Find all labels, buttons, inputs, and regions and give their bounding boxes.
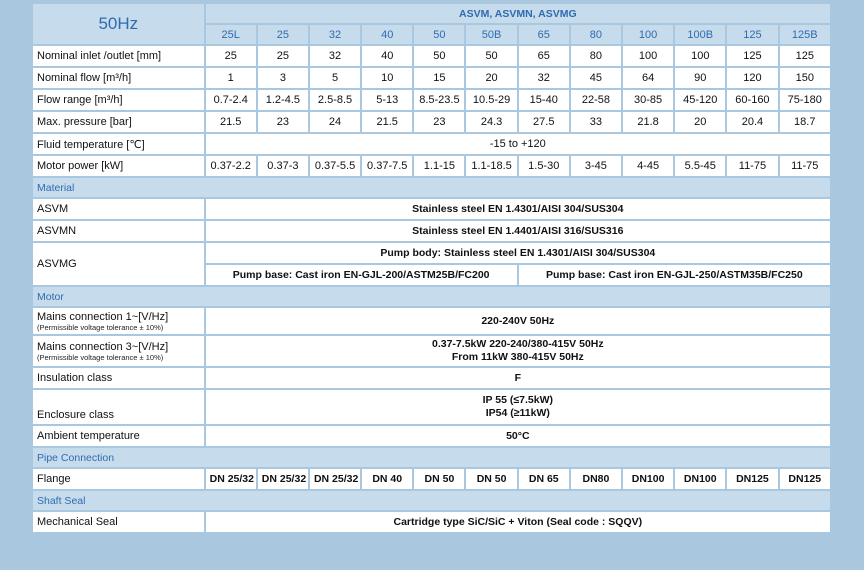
enclosure-value-line: IP 55 (≤7.5kW) (482, 394, 553, 406)
nominal-flow-row (33, 68, 830, 88)
insulation-row (33, 368, 830, 388)
cell-value: 0.37-2.2 (206, 156, 256, 176)
flange-value: DN 50 (414, 469, 464, 489)
cell-value: 22-58 (571, 90, 621, 110)
cell-value: 65 (519, 46, 569, 66)
section-header-motor: Motor (33, 287, 830, 306)
cell-value: 100 (623, 46, 673, 66)
cell-value: 20 (466, 68, 516, 88)
flange-value: DN125 (780, 469, 830, 489)
cell-value: 40 (362, 46, 412, 66)
max-pressure-row (33, 112, 830, 132)
material-value: Pump base: Cast iron EN-GJL-200/ASTM25B/FC200 (206, 265, 517, 285)
cell-value: 1.5-30 (519, 156, 569, 176)
row-label (33, 308, 204, 334)
cell-value: 10.5-29 (466, 90, 516, 110)
cell-value: 3 (258, 68, 308, 88)
section-header-pipe: Pipe Connection (33, 448, 830, 467)
cell-value: 50 (414, 46, 464, 66)
cell-value: 45-120 (675, 90, 725, 110)
model-header: 125 (727, 25, 777, 44)
motor-section-row (33, 287, 830, 306)
flange-value: DN100 (675, 469, 725, 489)
cell-value: 60-160 (727, 90, 777, 110)
material-value: Pump base: Cast iron EN-GJL-250/ASTM35B/FC250 (519, 265, 830, 285)
row-label: Flange (33, 469, 204, 489)
cell-value: 18.7 (780, 112, 830, 132)
cell-value: 150 (780, 68, 830, 88)
material-value: Pump body: Stainless steel EN 1.4301/AISI 304/SUS304 (206, 243, 830, 263)
mains-3-value-line: 0.37-7.5kW 220-240/380-415V 50Hz (432, 338, 604, 350)
cell-value: 0.37-3 (258, 156, 308, 176)
spec-table (31, 2, 832, 534)
flange-value: DN80 (571, 469, 621, 489)
flow-range-row (33, 90, 830, 110)
seal-section-row (33, 491, 830, 510)
cell-value: 125 (727, 46, 777, 66)
row-label: Enclosure class (33, 390, 204, 424)
asvm-row (33, 199, 830, 219)
row-label: Flow range [m³/h] (33, 90, 204, 110)
model-header: 25 (258, 25, 308, 44)
cell-value: 1.1-18.5 (466, 156, 516, 176)
enclosure-value (206, 390, 830, 424)
mains-1-value: 220-240V 50Hz (206, 308, 830, 334)
cell-value: 64 (623, 68, 673, 88)
model-header: 65 (519, 25, 569, 44)
mains-3-value-line: From 11kW 380-415V 50Hz (451, 351, 584, 363)
cell-value: 15 (414, 68, 464, 88)
insulation-value: F (206, 368, 830, 388)
flange-value: DN 25/32 (206, 469, 256, 489)
flange-value: DN 65 (519, 469, 569, 489)
mains-1-note: (Permissible voltage tolerance ± 10%) (37, 322, 164, 332)
material-section-row (33, 178, 830, 197)
ambient-row (33, 426, 830, 446)
cell-value: 5-13 (362, 90, 412, 110)
row-label: ASVMG (33, 243, 204, 285)
cell-value: 1.1-15 (414, 156, 464, 176)
cell-value: 2.5-8.5 (310, 90, 360, 110)
row-label: Fluid temperature [℃] (33, 134, 204, 154)
motor-power-row (33, 156, 830, 176)
cell-value: 0.37-5.5 (310, 156, 360, 176)
cell-value: 24 (310, 112, 360, 132)
cell-value: 75-180 (780, 90, 830, 110)
mains-1-label: Mains connection 1~[V/Hz] (37, 310, 169, 323)
cell-value: 4-45 (623, 156, 673, 176)
mains-3-label: Mains connection 3~[V/Hz] (37, 340, 169, 353)
flange-value: DN 25/32 (310, 469, 360, 489)
model-header: 50 (414, 25, 464, 44)
model-header: 32 (310, 25, 360, 44)
cell-value: 8.5-23.5 (414, 90, 464, 110)
asvmg-body-row (33, 243, 830, 263)
cell-value: 5.5-45 (675, 156, 725, 176)
cell-value: 20 (675, 112, 725, 132)
cell-value: 50 (466, 46, 516, 66)
mains-3-note: (Permissible voltage tolerance ± 10%) (37, 352, 164, 362)
cell-value: 11-75 (780, 156, 830, 176)
cell-value: 125 (780, 46, 830, 66)
cell-value: 21.8 (623, 112, 673, 132)
material-value: Stainless steel EN 1.4401/AISI 316/SUS316 (206, 221, 830, 241)
cell-value: 1 (206, 68, 256, 88)
cell-value: 10 (362, 68, 412, 88)
row-label: Ambient temperature (33, 426, 204, 446)
cell-value: 24.3 (466, 112, 516, 132)
cell-value: 21.5 (206, 112, 256, 132)
frequency-label: 50Hz (33, 4, 204, 44)
flange-value: DN 50 (466, 469, 516, 489)
cell-value: 11-75 (727, 156, 777, 176)
row-label: Insulation class (33, 368, 204, 388)
cell-value: 45 (571, 68, 621, 88)
row-label: Nominal inlet /outlet [mm] (33, 46, 204, 66)
model-header: 50B (466, 25, 516, 44)
model-header: 25L (206, 25, 256, 44)
model-header: 100 (623, 25, 673, 44)
flange-value: DN100 (623, 469, 673, 489)
model-header: 40 (362, 25, 412, 44)
asvmn-row (33, 221, 830, 241)
flange-value: DN125 (727, 469, 777, 489)
model-header: 125B (780, 25, 830, 44)
flange-value: DN 40 (362, 469, 412, 489)
enclosure-row (33, 390, 830, 424)
cell-value: 33 (571, 112, 621, 132)
cell-value: 5 (310, 68, 360, 88)
flange-value: DN 25/32 (258, 469, 308, 489)
cell-value: 0.7-2.4 (206, 90, 256, 110)
cell-value: 30-85 (623, 90, 673, 110)
cell-value: 1.2-4.5 (258, 90, 308, 110)
model-header: 80 (571, 25, 621, 44)
series-title: ASVM, ASVMN, ASVMG (206, 4, 830, 23)
section-header-material: Material (33, 178, 830, 197)
fluid-temperature-value: -15 to +120 (206, 134, 830, 154)
cell-value: 25 (258, 46, 308, 66)
row-label (33, 336, 204, 366)
cell-value: 80 (571, 46, 621, 66)
cell-value: 27.5 (519, 112, 569, 132)
row-label: ASVMN (33, 221, 204, 241)
cell-value: 15-40 (519, 90, 569, 110)
mechanical-seal-row (33, 512, 830, 532)
cell-value: 20.4 (727, 112, 777, 132)
inlet-outlet-row (33, 46, 830, 66)
row-label: Max. pressure [bar] (33, 112, 204, 132)
cell-value: 32 (519, 68, 569, 88)
cell-value: 120 (727, 68, 777, 88)
cell-value: 32 (310, 46, 360, 66)
cell-value: 0.37-7.5 (362, 156, 412, 176)
material-value: Stainless steel EN 1.4301/AISI 304/SUS304 (206, 199, 830, 219)
row-label: ASVM (33, 199, 204, 219)
mains-1-row (33, 308, 830, 334)
cell-value: 25 (206, 46, 256, 66)
cell-value: 100 (675, 46, 725, 66)
cell-value: 21.5 (362, 112, 412, 132)
row-label: Motor power [kW] (33, 156, 204, 176)
pipe-section-row (33, 448, 830, 467)
enclosure-value-line: IP54 (≥11kW) (485, 407, 550, 419)
mains-3-row (33, 336, 830, 366)
header-series-row (33, 4, 830, 23)
fluid-temperature-row (33, 134, 830, 154)
cell-value: 90 (675, 68, 725, 88)
flange-row (33, 469, 830, 489)
cell-value: 3-45 (571, 156, 621, 176)
mechanical-seal-value: Cartridge type SiC/SiC + Viton (Seal code : SQQV) (206, 512, 830, 532)
row-label: Nominal flow [m³/h] (33, 68, 204, 88)
cell-value: 23 (414, 112, 464, 132)
mains-3-value (206, 336, 830, 366)
row-label: Mechanical Seal (33, 512, 204, 532)
cell-value: 23 (258, 112, 308, 132)
section-header-shaft-seal: Shaft Seal (33, 491, 830, 510)
ambient-value: 50°C (206, 426, 830, 446)
model-header: 100B (675, 25, 725, 44)
